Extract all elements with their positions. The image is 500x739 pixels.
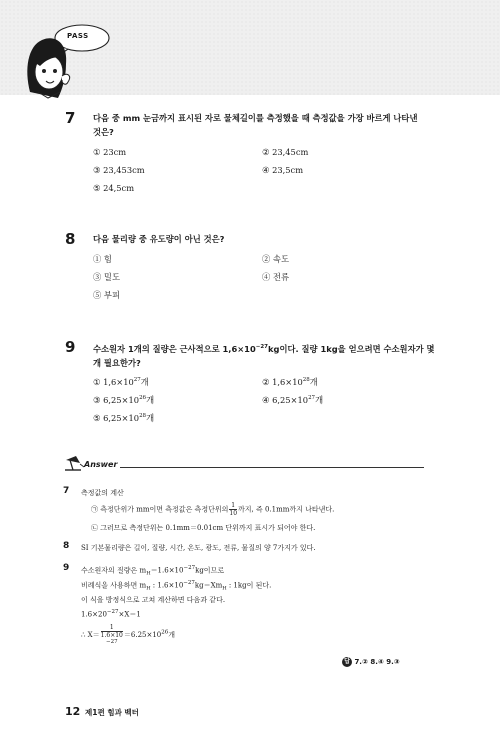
question-9-line1: 수소원자 1개의 질량은 근사적으로 $1,6\times 10^{-27}kg$이다. 질량 1kg을 얻으려면 수소원자가 몇 (93, 343, 435, 354)
fraction-one-over-mass: 1 1.6×10 −27 (100, 624, 123, 645)
q8-option-2[interactable]: ② 속도 (262, 254, 289, 264)
question-8-text: 다음 물리량 중 유도량이 아닌 것은? (93, 234, 225, 244)
answer-divider (120, 467, 424, 468)
answer-9-line1: 수소원자의 질량은 $m_H=1.6\times 10^{-27}kg$이므로 (81, 565, 225, 577)
answer-9-line4: $1.6\times 20^{-27}\times X=1$ (81, 609, 141, 619)
answer-summary-text: 7.② 8.④ 9.③ (354, 658, 400, 666)
answer-7-title: 측정값의 계산 (81, 489, 124, 497)
q9-option-2[interactable]: ② $1,6\times 10^{28}$개 (262, 377, 318, 387)
question-number-7: 7 (65, 109, 76, 127)
answer-9-line2: 비례식을 사용하면 $m_H$ : $1.6\times 10^{-27}kg=Xm_H$ : 1kg이 된다. (81, 580, 272, 592)
question-number-9: 9 (65, 338, 76, 356)
pass-label: PASS (67, 32, 89, 40)
q8-option-1[interactable]: ① 힘 (93, 254, 112, 264)
answer-badge: 답 (342, 657, 352, 667)
footer-part-title: 제1편 힘과 벡터 (85, 708, 139, 717)
answer-number-7: 7 (63, 486, 70, 496)
q7-option-5[interactable]: ⑤ 24,5cm (93, 183, 135, 193)
answer-7-line1: ㉠ 측정단위가 mm이면 측정값은 측정단위의 $\frac{1}{10}$ 까지, 즉 0.1mm까지 나타낸다. (91, 502, 335, 517)
q7-option-2[interactable]: ② 23,45cm (262, 147, 309, 157)
question-7-line2: 것은? (93, 127, 114, 137)
answer-summary (342, 657, 400, 667)
answer-9-line3: 이 식을 방정식으로 고쳐 계산하면 다음과 같다. (81, 596, 226, 604)
question-9-text (93, 340, 465, 370)
q9-option-5[interactable]: ⑤ $6,25\times 10^{28}$개 (93, 413, 155, 423)
question-number-8: 8 (65, 230, 76, 248)
lamp-icon (62, 452, 86, 472)
q9-option-4[interactable]: ④ $6,25\times 10^{27}$개 (262, 395, 324, 405)
question-7-line1: 다음 중 mm 눈금까지 표시된 자로 물체길이를 측정했을 때 측정값을 가장 바르게 나타낸 (93, 113, 418, 123)
q8-option-3[interactable]: ③ 밀도 (93, 272, 120, 282)
q7-option-1[interactable]: ① 23cm (93, 147, 127, 157)
q8-option-5[interactable]: ⑤ 부피 (93, 290, 120, 300)
answer-number-9: 9 (63, 563, 70, 573)
question-9-line2: 개 필요한가? (93, 357, 141, 368)
cartoon-girl-illustration (22, 14, 114, 102)
fraction-one-tenth: $\frac{1}{10}$ (229, 502, 238, 517)
q7-option-3[interactable]: ③ 23,453cm (93, 165, 145, 175)
question-7-text (93, 111, 465, 139)
answer-9-line5: ∴ X＝ 1 1.6×10 −27 $=6.25\times 10^{26}$개 (81, 624, 176, 645)
q7-option-4[interactable]: ④ 23,5cm (262, 165, 304, 175)
q9-option-3[interactable]: ③ $6,25\times 10^{26}$개 (93, 395, 155, 405)
answer-label: Answer (84, 460, 118, 469)
answer-number-8: 8 (63, 541, 70, 551)
answer-7-line2: ㉡ 그러므로 측정단위는 0.1mm＝0.01cm 단위까지 표시가 되어야 한다. (91, 524, 316, 532)
q9-option-1[interactable]: ① $1,6\times 10^{27}$개 (93, 377, 149, 387)
answer-8-text: SI 기본물리량은 길이, 질량, 시간, 온도, 광도, 전류, 물질의 양 7가지가 있다. (81, 544, 316, 552)
q8-option-4[interactable]: ④ 전류 (262, 272, 289, 282)
page-number: 12 (65, 705, 81, 718)
